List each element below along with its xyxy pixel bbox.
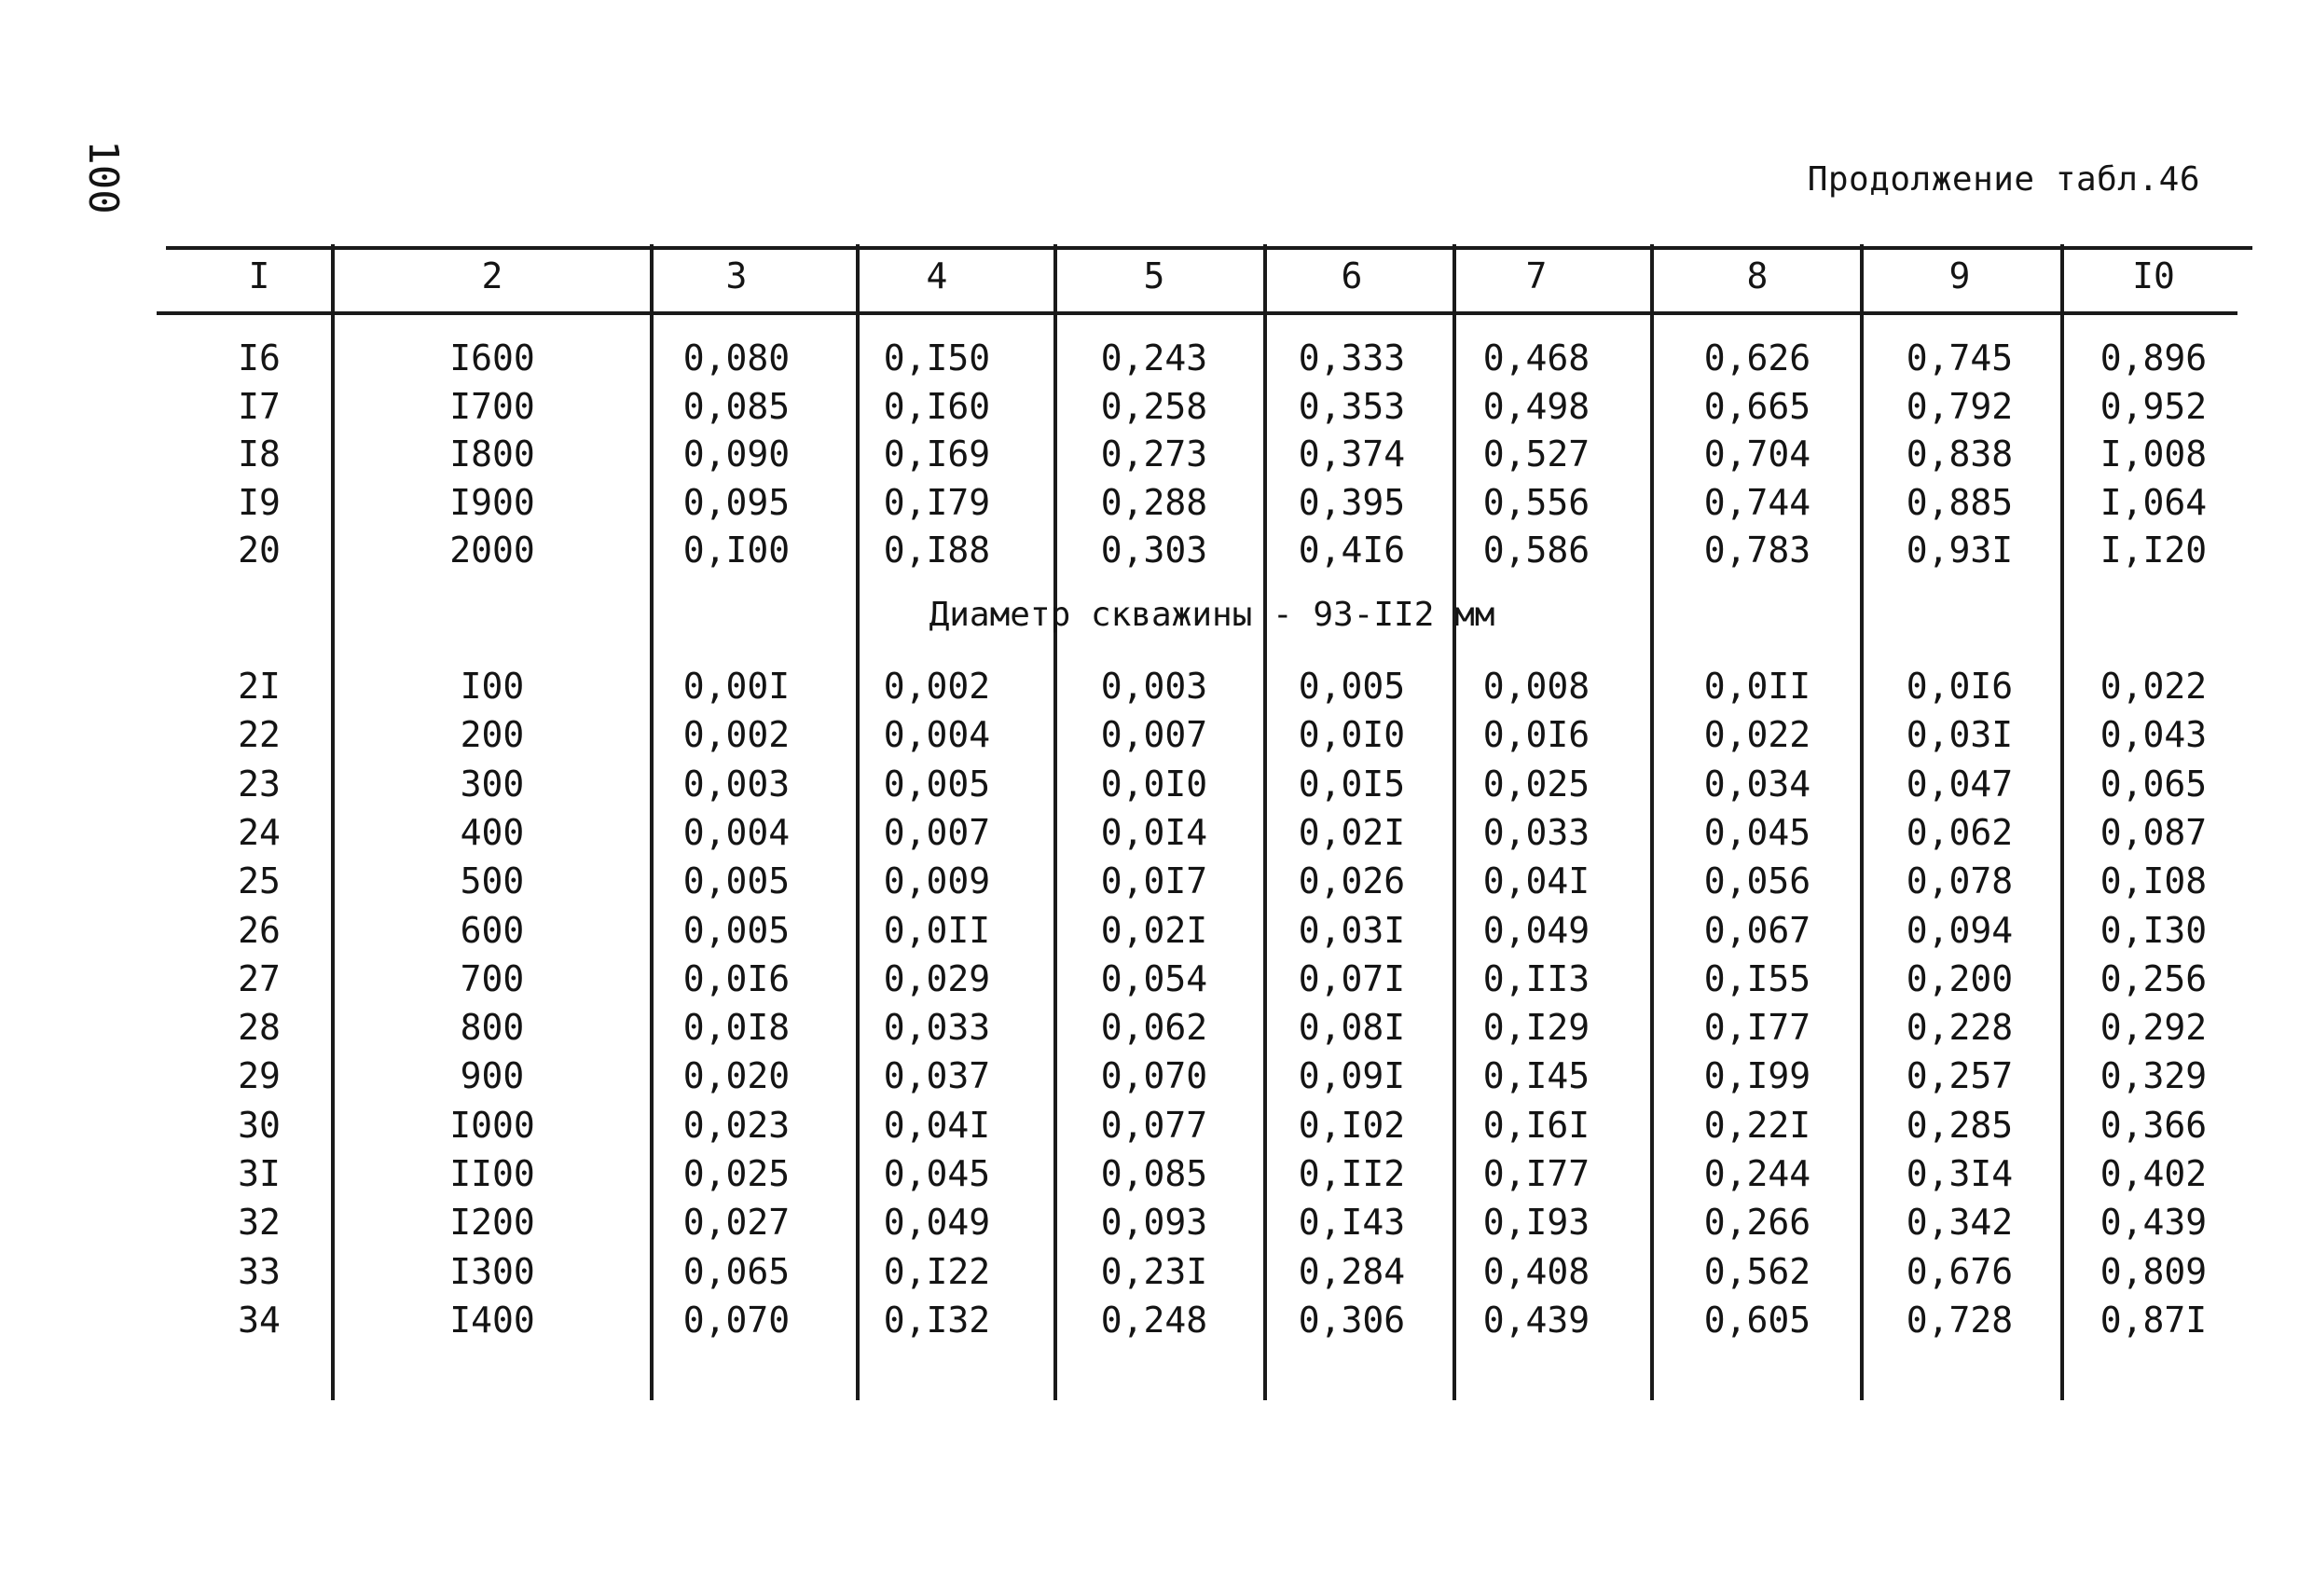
table-cell: 0,93I [1906, 530, 2014, 571]
table-cell: 0,095 [682, 481, 791, 523]
table-cell: I800 [449, 433, 535, 475]
table-cell: 0,333 [1298, 337, 1406, 378]
column-header: 4 [926, 255, 948, 296]
table-cell: I8 [238, 433, 281, 475]
table-cell: 0,007 [1100, 714, 1208, 756]
table-cell: 0,049 [1482, 909, 1590, 951]
table-cell: I7 [238, 385, 281, 427]
table-cell: 0,266 [1703, 1202, 1811, 1244]
table-cell: 0,I32 [883, 1299, 991, 1341]
table-cell: 0,080 [682, 337, 791, 378]
table-cell: 0,439 [2100, 1202, 2208, 1244]
table-cell: 25 [238, 860, 281, 902]
table-cell: 0,257 [1906, 1055, 2014, 1097]
table-cell: 0,03I [1906, 714, 2014, 756]
table-cell: 0,034 [1703, 763, 1811, 805]
table-cell: 0,I77 [1482, 1153, 1590, 1194]
table-cell: 2I [238, 666, 281, 707]
table-cell: 0,070 [1100, 1055, 1208, 1097]
table-cell: 0,I79 [883, 481, 991, 523]
table-cell: 0,045 [883, 1153, 991, 1194]
table-cell: 0,952 [2100, 385, 2208, 427]
table-cell: 0,0I0 [1298, 714, 1406, 756]
table-cell: 800 [460, 1007, 525, 1049]
page-number: 100 [79, 140, 127, 214]
table-cell: 0,I6I [1482, 1104, 1590, 1146]
table-cell: 0,085 [1100, 1153, 1208, 1194]
table-cell: 0,0I6 [1482, 714, 1590, 756]
table-cell: 0,00I [682, 666, 791, 707]
table-cell: 600 [460, 909, 525, 951]
table-cell: 0,07I [1298, 957, 1406, 999]
table-cell: II00 [449, 1153, 535, 1194]
table-cell: 0,783 [1703, 530, 1811, 571]
table-cell: 0,0I0 [1100, 763, 1208, 805]
table-cell: 0,II2 [1298, 1153, 1406, 1194]
table-cell: 0,809 [2100, 1250, 2208, 1292]
table-cell: 0,744 [1703, 481, 1811, 523]
header-bottom-rule [157, 311, 2237, 315]
table-cell: 0,87I [2100, 1299, 2208, 1341]
table-cell: I900 [449, 481, 535, 523]
table-cell: 0,II3 [1482, 957, 1590, 999]
table-cell: 0,329 [2100, 1055, 2208, 1097]
table-cell: 0,200 [1906, 957, 2014, 999]
table-cell: 0,004 [682, 811, 791, 853]
table-cell: 0,498 [1482, 385, 1590, 427]
table-cell: 0,004 [883, 714, 991, 756]
table-caption: Продолжение табл.46 [1807, 160, 2200, 199]
table-cell: 0,248 [1100, 1299, 1208, 1341]
table-cell: 0,065 [682, 1250, 791, 1292]
table-cell: 0,665 [1703, 385, 1811, 427]
column-header: 8 [1746, 255, 1769, 296]
table-cell: 0,002 [883, 666, 991, 707]
table-cell: 0,728 [1906, 1299, 2014, 1341]
table-cell: 0,02I [1298, 811, 1406, 853]
table-cell: 33 [238, 1250, 281, 1292]
column-header: 5 [1143, 255, 1165, 296]
table-cell: 0,258 [1100, 385, 1208, 427]
table-cell: 28 [238, 1007, 281, 1049]
table-cell: 0,025 [682, 1153, 791, 1194]
table-cell: 0,838 [1906, 433, 2014, 475]
table-cell: 0,I02 [1298, 1104, 1406, 1146]
table-cell: I200 [449, 1202, 535, 1244]
table-cell: 0,070 [682, 1299, 791, 1341]
table-cell: 700 [460, 957, 525, 999]
table-cell: 0,I93 [1482, 1202, 1590, 1244]
table-cell: 0,023 [682, 1104, 791, 1146]
table-cell: 0,745 [1906, 337, 2014, 378]
table-cell: 0,054 [1100, 957, 1208, 999]
table-cell: 0,626 [1703, 337, 1811, 378]
table-cell: 0,I45 [1482, 1055, 1590, 1097]
table-cell: 0,556 [1482, 481, 1590, 523]
table-cell: 0,022 [2100, 666, 2208, 707]
table-cell: 0,342 [1906, 1202, 2014, 1244]
table-cell: 0,029 [883, 957, 991, 999]
table-cell: I,I20 [2100, 530, 2208, 571]
table-cell: 0,23I [1100, 1250, 1208, 1292]
table-cell: I,064 [2100, 481, 2208, 523]
table-cell: I600 [449, 337, 535, 378]
column-header: I [248, 255, 270, 296]
table-cell: 0,292 [2100, 1007, 2208, 1049]
table-cell: 0,08I [1298, 1007, 1406, 1049]
table-cell: 0,896 [2100, 337, 2208, 378]
table-cell: 0,020 [682, 1055, 791, 1097]
table-cell: I6 [238, 337, 281, 378]
column-header: 3 [725, 255, 748, 296]
table-cell: 0,009 [883, 860, 991, 902]
table-cell: 0,043 [2100, 714, 2208, 756]
table-cell: 0,22I [1703, 1104, 1811, 1146]
column-divider [1053, 244, 1057, 1400]
table-cell: 0,I88 [883, 530, 991, 571]
table-cell: 0,527 [1482, 433, 1590, 475]
table-cell: 0,003 [682, 763, 791, 805]
table-cell: 0,094 [1906, 909, 2014, 951]
table-cell: 0,792 [1906, 385, 2014, 427]
table-cell: 0,049 [883, 1202, 991, 1244]
table-cell: 0,374 [1298, 433, 1406, 475]
column-header: 9 [1948, 255, 1971, 296]
table-cell: I9 [238, 481, 281, 523]
table-cell: 0,I50 [883, 337, 991, 378]
table-cell: 0,047 [1906, 763, 2014, 805]
table-cell: 900 [460, 1055, 525, 1097]
table-cell: 0,303 [1100, 530, 1208, 571]
table-cell: 0,0II [883, 909, 991, 951]
table-cell: 32 [238, 1202, 281, 1244]
table-cell: 20 [238, 530, 281, 571]
table-cell: 22 [238, 714, 281, 756]
table-cell: 0,I00 [682, 530, 791, 571]
table-cell: 0,885 [1906, 481, 2014, 523]
table-cell: 23 [238, 763, 281, 805]
table-cell: 0,090 [682, 433, 791, 475]
table-cell: 0,005 [1298, 666, 1406, 707]
table-cell: 0,I29 [1482, 1007, 1590, 1049]
table-cell: 0,022 [1703, 714, 1811, 756]
table-cell: 0,093 [1100, 1202, 1208, 1244]
table-cell: 0,395 [1298, 481, 1406, 523]
table-cell: 0,284 [1298, 1250, 1406, 1292]
table-cell: 0,03I [1298, 909, 1406, 951]
table-cell: 30 [238, 1104, 281, 1146]
table-cell: 300 [460, 763, 525, 805]
table-cell: I400 [449, 1299, 535, 1341]
table-cell: 0,244 [1703, 1153, 1811, 1194]
table-cell: 0,366 [2100, 1104, 2208, 1146]
table-cell: 0,3I4 [1906, 1153, 2014, 1194]
table-cell: 2000 [449, 530, 535, 571]
table-cell: 0,027 [682, 1202, 791, 1244]
column-header: I0 [2132, 255, 2175, 296]
table-cell: 0,I69 [883, 433, 991, 475]
table-cell: 0,243 [1100, 337, 1208, 378]
table-cell: 27 [238, 957, 281, 999]
table-cell: 24 [238, 811, 281, 853]
table-cell: 0,005 [682, 860, 791, 902]
table-cell: 0,I30 [2100, 909, 2208, 951]
table-cell: 0,256 [2100, 957, 2208, 999]
table-cell: 0,033 [883, 1007, 991, 1049]
table-cell: 0,285 [1906, 1104, 2014, 1146]
table-cell: I,008 [2100, 433, 2208, 475]
table-cell: 0,002 [682, 714, 791, 756]
table-cell: I300 [449, 1250, 535, 1292]
table-cell: 0,045 [1703, 811, 1811, 853]
table-cell: 0,008 [1482, 666, 1590, 707]
table-top-rule [166, 246, 2252, 250]
table-cell: 0,0I8 [682, 1007, 791, 1049]
table-cell: 0,02I [1100, 909, 1208, 951]
table-cell: 0,I55 [1703, 957, 1811, 999]
table-cell: I00 [460, 666, 525, 707]
table-cell: 0,005 [883, 763, 991, 805]
table-cell: 0,04I [1482, 860, 1590, 902]
table-cell: 0,056 [1703, 860, 1811, 902]
table-cell: 0,605 [1703, 1299, 1811, 1341]
table-cell: 0,0I4 [1100, 811, 1208, 853]
table-cell: I000 [449, 1104, 535, 1146]
table-cell: 0,026 [1298, 860, 1406, 902]
table-cell: 0,I99 [1703, 1055, 1811, 1097]
table-cell: 0,0I6 [682, 957, 791, 999]
table-cell: 0,I22 [883, 1250, 991, 1292]
table-cell: 200 [460, 714, 525, 756]
table-cell: 34 [238, 1299, 281, 1341]
table-cell: 0,062 [1906, 811, 2014, 853]
table-cell: 0,288 [1100, 481, 1208, 523]
table-cell: 0,353 [1298, 385, 1406, 427]
table-cell: 0,0I6 [1906, 666, 2014, 707]
table-cell: 500 [460, 860, 525, 902]
table-cell: 0,0II [1703, 666, 1811, 707]
table-cell: 0,562 [1703, 1250, 1811, 1292]
table-cell: 0,586 [1482, 530, 1590, 571]
table-cell: 26 [238, 909, 281, 951]
table-cell: 0,067 [1703, 909, 1811, 951]
table-cell: 0,4I6 [1298, 530, 1406, 571]
table-cell: 0,468 [1482, 337, 1590, 378]
table-cell: 0,025 [1482, 763, 1590, 805]
column-header: 2 [481, 255, 503, 296]
table-cell: 0,676 [1906, 1250, 2014, 1292]
table-cell: 400 [460, 811, 525, 853]
column-divider [1650, 244, 1654, 1400]
table-cell: 0,0I7 [1100, 860, 1208, 902]
table-cell: 0,005 [682, 909, 791, 951]
column-header: 7 [1525, 255, 1548, 296]
column-header: 6 [1341, 255, 1363, 296]
table-cell: 0,078 [1906, 860, 2014, 902]
table-cell: 0,I60 [883, 385, 991, 427]
column-divider [1860, 244, 1864, 1400]
table-cell: I700 [449, 385, 535, 427]
table-cell: 0,228 [1906, 1007, 2014, 1049]
table-cell: 0,062 [1100, 1007, 1208, 1049]
table-cell: 0,007 [883, 811, 991, 853]
table-cell: 0,085 [682, 385, 791, 427]
section-title: Диаметр скважины - 93-II2 мм [929, 596, 1495, 634]
table-cell: 0,003 [1100, 666, 1208, 707]
table-cell: 0,273 [1100, 433, 1208, 475]
table-cell: 29 [238, 1055, 281, 1097]
table-cell: 0,306 [1298, 1299, 1406, 1341]
table-cell: 0,077 [1100, 1104, 1208, 1146]
table-cell: 0,065 [2100, 763, 2208, 805]
table-cell: 3I [238, 1153, 281, 1194]
table-cell: 0,037 [883, 1055, 991, 1097]
table-cell: 0,09I [1298, 1055, 1406, 1097]
table-cell: 0,04I [883, 1104, 991, 1146]
table-cell: 0,I43 [1298, 1202, 1406, 1244]
table-cell: 0,I08 [2100, 860, 2208, 902]
table-cell: 0,408 [1482, 1250, 1590, 1292]
table-cell: 0,0I5 [1298, 763, 1406, 805]
table-cell: 0,402 [2100, 1153, 2208, 1194]
table-cell: 0,704 [1703, 433, 1811, 475]
table-cell: 0,I77 [1703, 1007, 1811, 1049]
table-cell: 0,033 [1482, 811, 1590, 853]
table-cell: 0,087 [2100, 811, 2208, 853]
table-cell: 0,439 [1482, 1299, 1590, 1341]
